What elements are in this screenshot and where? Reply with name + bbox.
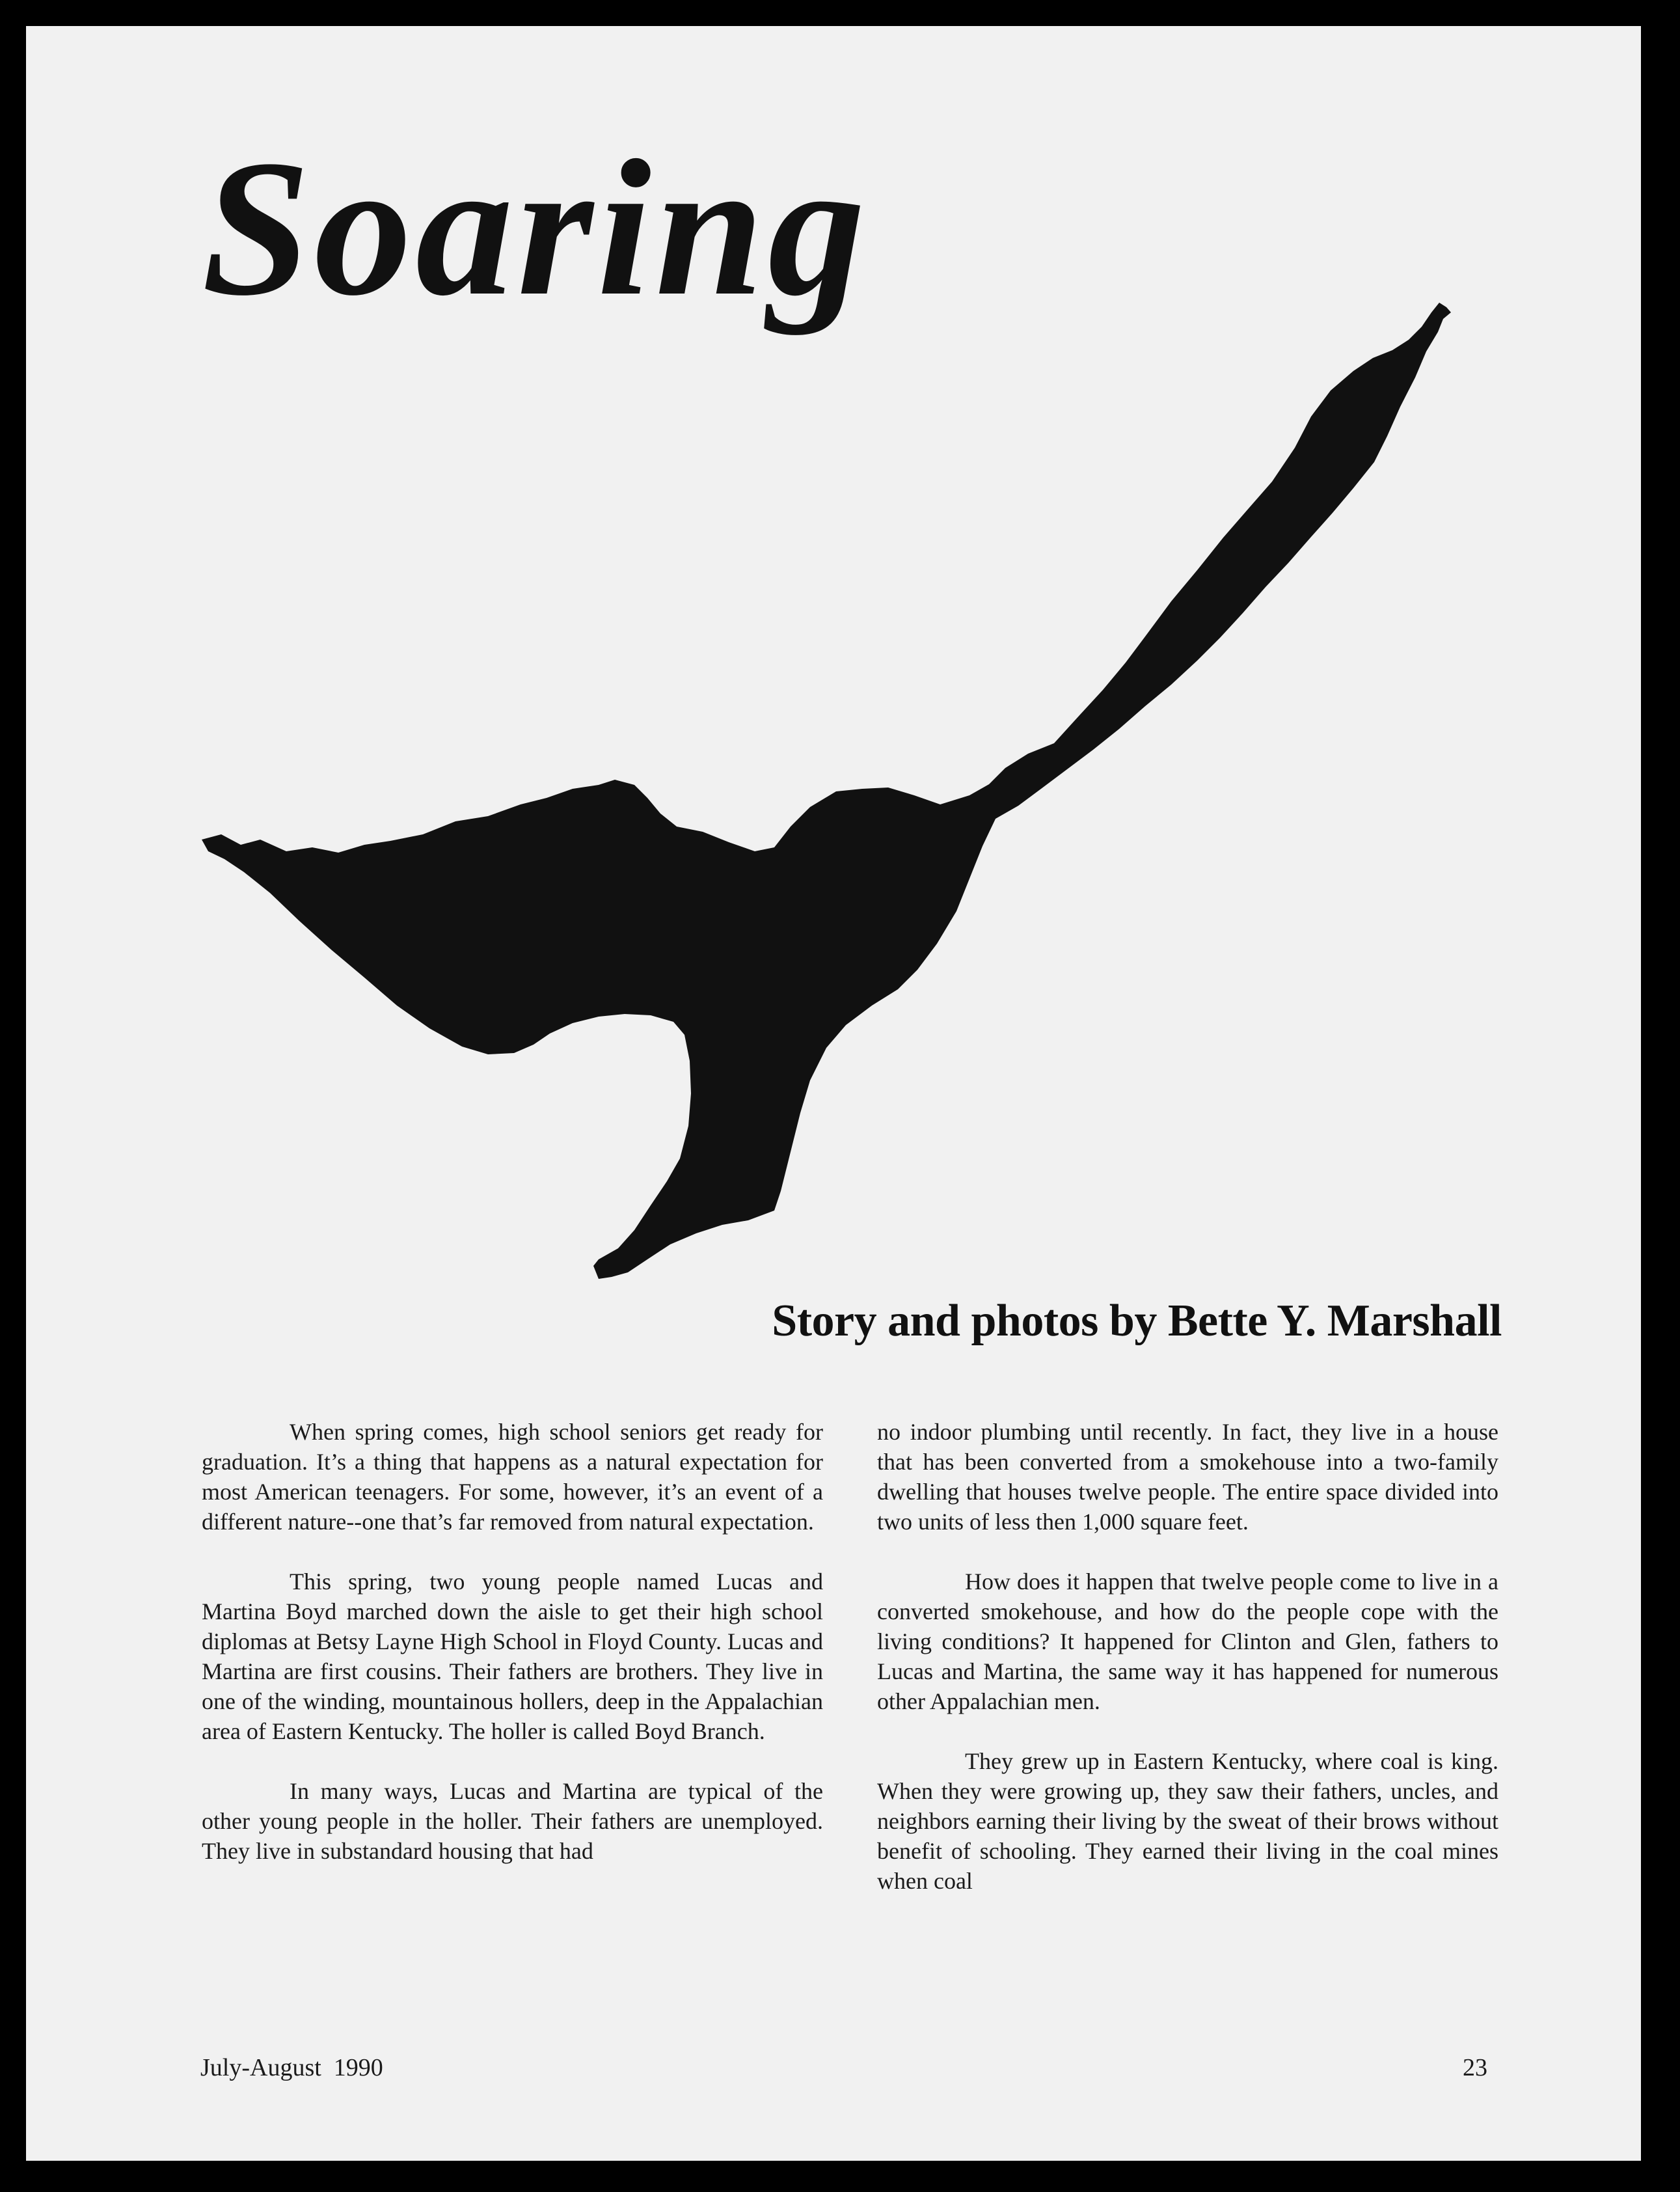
paragraph: When spring comes, high school seniors get ready for graduation. It’s a thing that happens as a natural expectation for most American teenagers. For some, however, it’s an event of a different nature--one that’s far removed from natural expectation. [202, 1419, 823, 1535]
magazine-page [26, 26, 1641, 2161]
paragraph: This spring, two young people named Lucas and Martina Boyd marched down the aisle to get their high school diplomas at Betsy Layne High School in Floyd County. Lucas and Martina are first cousins. Their fathers are brothers. They live in one of the winding, mountainous hollers, deep in the Appalachian area of Eastern Kentucky. The holler is called Boyd Branch. [202, 1569, 823, 1744]
page-number: 23 [1463, 2054, 1487, 2081]
paragraph: How does it happen that twelve people come to live in a converted smokehouse, and how do the people cope with the living conditions? It happened for Clinton and Glen, fathers to Lucas and Martina, the same way it has happened for numerous other Appalachian men. [877, 1569, 1498, 1714]
paragraph: They grew up in Eastern Kentucky, where coal is king. When they were growing up, they saw their fathers, uncles, and neighbors earning their living by the sweat of their brows without benefit of schooling. They earned their living in the coal mines when coal [877, 1748, 1498, 1894]
bird-shape [202, 303, 1451, 1279]
article-byline: Story and photos by Bette Y. Marshall [772, 1296, 1502, 1346]
paragraph-continued: no indoor plumbing until recently. In fact, they live in a house that has been converted from a smokehouse into a two-family dwelling that houses twelve people. The entire space divided into two units of less then 1,000 square feet. [877, 1419, 1498, 1535]
article-title: Soaring [202, 120, 869, 336]
issue-date: July-August 1990 [200, 2054, 383, 2081]
body-column-left [202, 1417, 823, 1896]
body-column-right [877, 1417, 1498, 1926]
paragraph: In many ways, Lucas and Martina are typical of the other young people in the holler. Their fathers are unemployed. They live in substandard housing that had [202, 1778, 823, 1864]
